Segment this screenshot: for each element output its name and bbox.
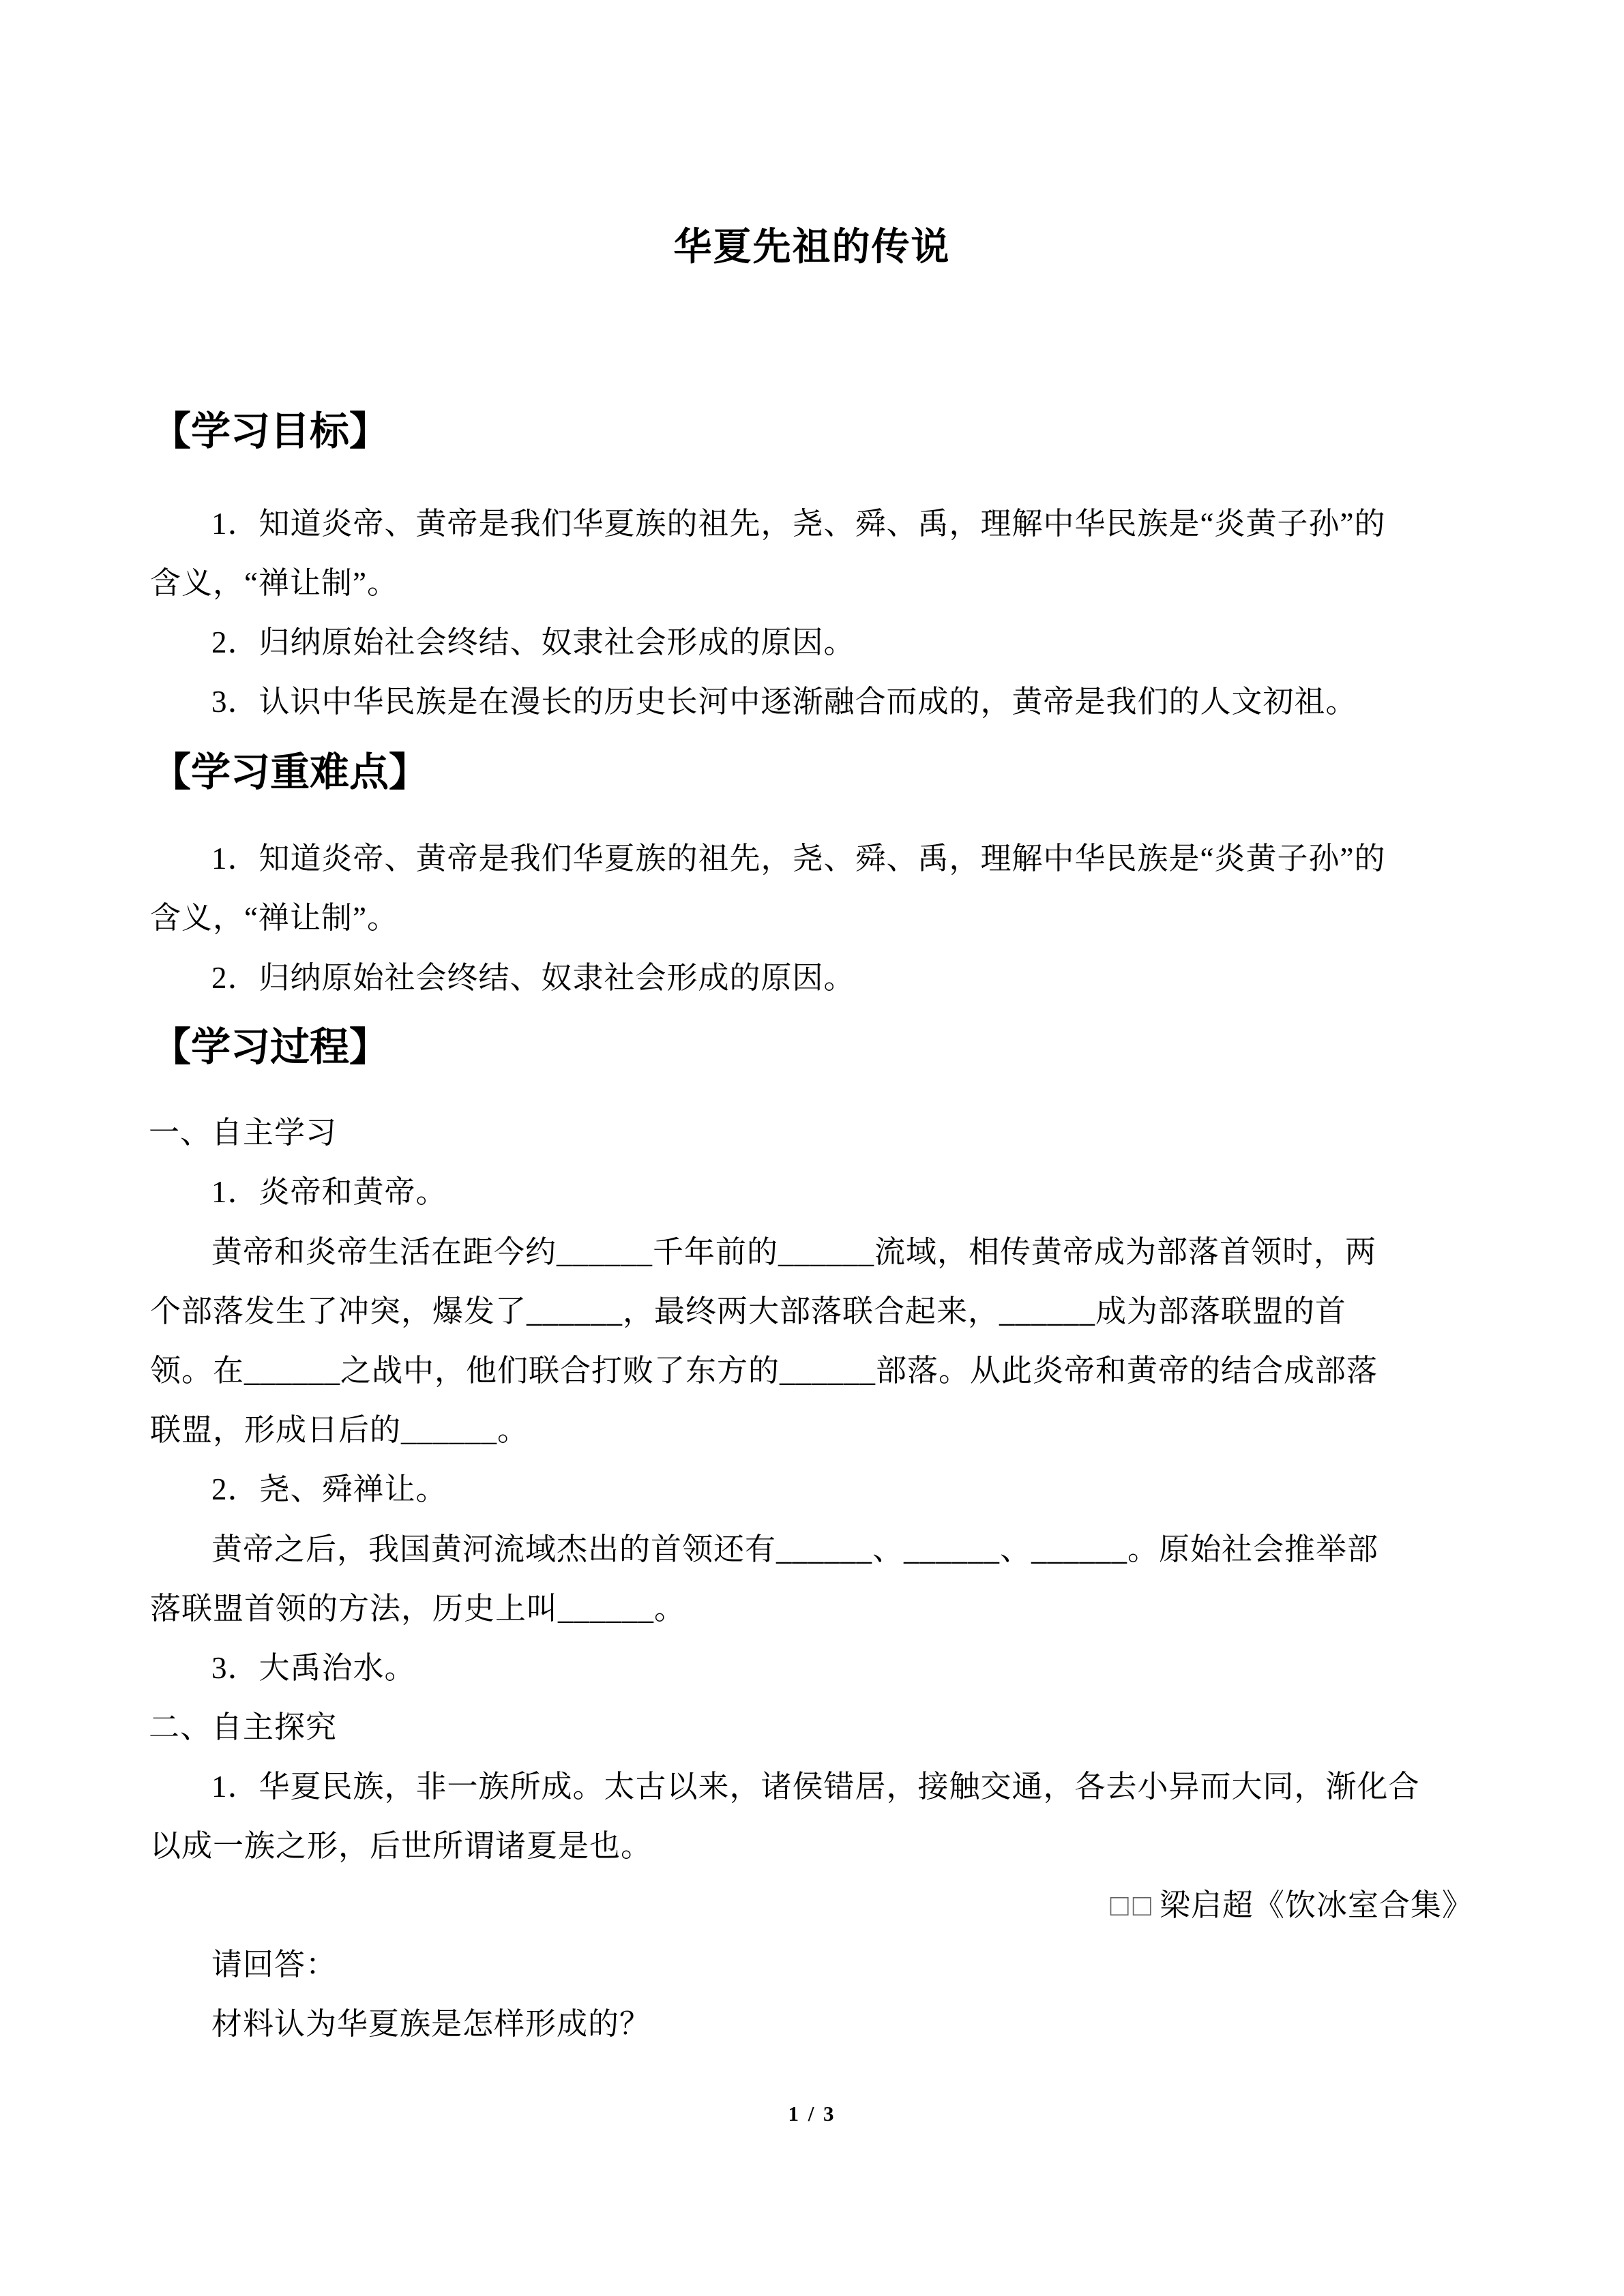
section-heading-process: 【学习过程】: [151, 1025, 389, 1069]
process-item-2: 2．尧、舜禅让。: [211, 1472, 447, 1506]
document-title: 华夏先祖的传说: [673, 226, 951, 269]
key-points-line-3: 2．归纳原始社会终结、奴隶社会形成的原因。: [211, 961, 855, 995]
para3-line-2: 以成一族之形，后世所谓诸夏是也。: [150, 1829, 653, 1863]
para1-line-1: 黄帝和炎帝生活在距今约______千年前的______流域，相传黄帝成为部落首领时，两: [211, 1235, 1377, 1269]
goals-line-3: 2．归纳原始社会终结、奴隶社会形成的原因。: [211, 625, 855, 659]
question-line: 材料认为华夏族是怎样形成的？: [211, 2007, 651, 2041]
para1-line-2: 个部落发生了冲突，爆发了______，最终两大部落联合起来，______成为部落联盟的首: [150, 1294, 1347, 1328]
part2-heading: 二、自主探究: [149, 1710, 338, 1744]
goals-line-2: 含义，“禅让制”。: [150, 566, 398, 600]
section-heading-key-points: 【学习重难点】: [151, 750, 429, 794]
process-item-1: 1．炎帝和黄帝。: [211, 1175, 447, 1209]
process-item-3: 3．大禹治水。: [211, 1651, 416, 1685]
para1-line-3: 领。在______之战中，他们联合打败了东方的______部落。从此炎帝和黄帝的结合成部落: [150, 1354, 1378, 1388]
citation-line: [1110, 1888, 1473, 1924]
key-points-line-1: 1．知道炎帝、黄帝是我们华夏族的祖先，尧、舜、禹，理解中华民族是“炎黄子孙”的: [211, 841, 1386, 876]
para1-line-4: 联盟，形成日后的______。: [150, 1413, 529, 1447]
key-points-line-2: 含义，“禅让制”。: [150, 901, 398, 935]
goals-line-4: 3．认识中华民族是在漫长的历史长河中逐渐融合而成的，黄帝是我们的人文初祖。: [211, 685, 1357, 719]
para2-line-2: 落联盟首领的方法，历史上叫______。: [150, 1592, 686, 1626]
citation-text: 梁启超《饮冰室合集》: [1159, 1888, 1473, 1922]
para3-line-1: 1．华夏民族，非一族所成。太古以来，诸侯错居，接触交通，各去小异而大同，渐化合: [211, 1770, 1420, 1804]
page-number: 1 / 3: [788, 2102, 836, 2126]
goals-line-1: 1．知道炎帝、黄帝是我们华夏族的祖先，尧、舜、禹，理解中华民族是“炎黄子孙”的: [211, 507, 1386, 541]
para2-line-1: 黄帝之后，我国黄河流域杰出的首领还有______、______、______。原始社会推举部: [211, 1532, 1379, 1566]
section-heading-goals: 【学习目标】: [151, 409, 389, 453]
missing-glyph-boxes: □□: [1110, 1888, 1155, 1922]
answer-prompt: 请回答：: [211, 1948, 338, 1982]
part1-heading: 一、自主学习: [149, 1116, 338, 1150]
